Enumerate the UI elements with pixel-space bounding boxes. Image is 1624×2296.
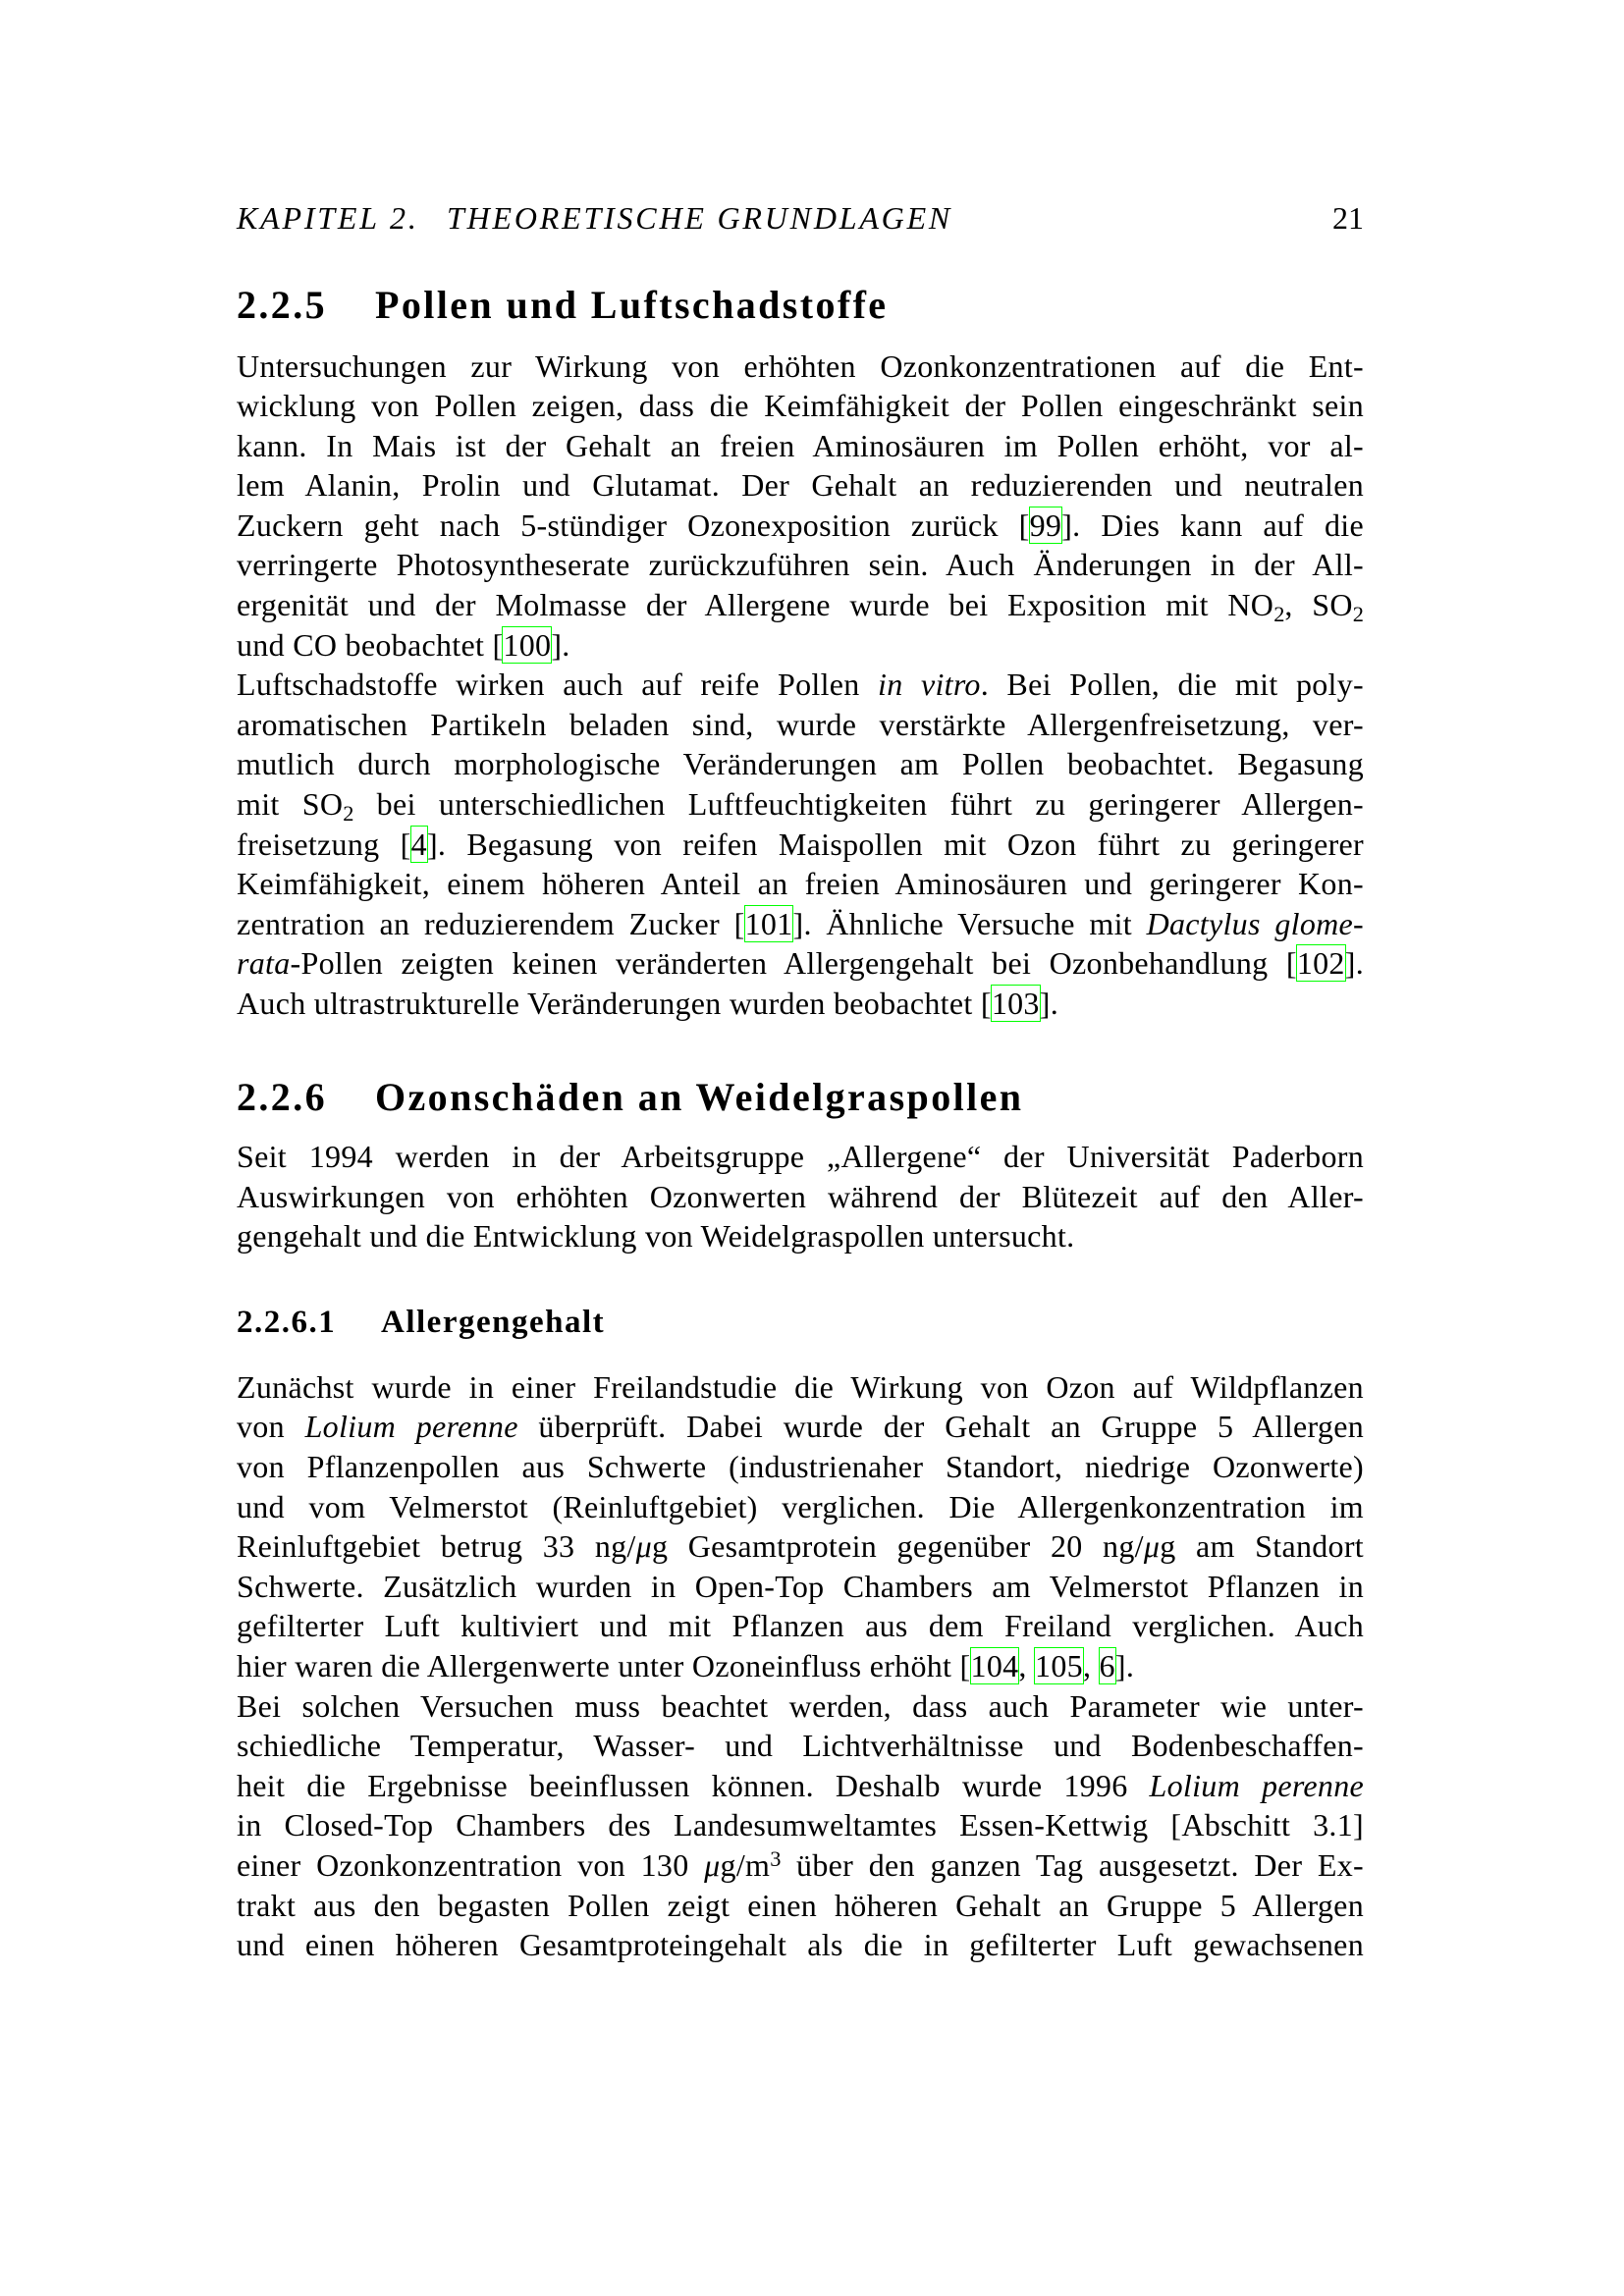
text-run: ]. — [1344, 945, 1364, 982]
text-run: trakt aus den begasten Pollen zeigt einen höheren Gehalt an Gruppe 5 Allergen — [237, 1887, 1364, 1923]
text-run: Auch ultrastrukturelle Veränderungen wurden beobachtet [ — [237, 986, 992, 1022]
text-run: einer Ozonkonzentration von 130 — [237, 1847, 705, 1884]
text-line — [237, 665, 1364, 705]
text-line — [237, 1606, 1364, 1646]
text-line — [237, 625, 1364, 666]
text-run: kann. In Mais ist der Gehalt an freien Aminosäuren im Pollen erhöht, vor al- — [237, 427, 1364, 463]
text-line — [237, 1487, 1364, 1527]
text-run: von Pflanzenpollen aus Schwerte (industrienaher Standort, niedrige Ozonwerte) — [237, 1449, 1364, 1485]
italic-term: Lolium perenne — [304, 1409, 518, 1445]
citation-link[interactable]: 99 — [1029, 507, 1062, 543]
text-run: aromatischen Partikeln beladen sind, wurde verstärkte Allergenfreisetzung, ver- — [237, 706, 1364, 742]
text-run: gefilterter Luft kultiviert und mit Pflanzen aus dem Freiland verglichen. Auch — [237, 1608, 1364, 1644]
text-run: Reinluftgebiet betrug 33 ng/ — [237, 1528, 636, 1565]
italic-term: Lolium perenne — [1149, 1767, 1364, 1803]
section-number: 2.2.5 — [237, 282, 327, 327]
text-line — [237, 386, 1364, 426]
text-line — [237, 744, 1364, 784]
citation-link[interactable]: 101 — [744, 905, 793, 941]
chapter-title: THEORETISCHE GRUNDLAGEN — [447, 200, 953, 236]
text-run: und einen höheren Gesamtproteingehalt als die in gefilterter Luft gewachsenen — [237, 1927, 1364, 1963]
subscript: 2 — [1273, 602, 1285, 627]
text-line — [237, 426, 1364, 466]
subscript: 2 — [1352, 602, 1364, 627]
subsection-number: 2.2.6.1 — [237, 1304, 337, 1340]
text-run: g/m — [720, 1847, 771, 1884]
text-line — [237, 1526, 1364, 1567]
text-run: hier waren die Allergenwerte unter Ozoneinfluss erhöht [ — [237, 1648, 971, 1684]
text-run: Zunächst wurde in einer Freilandstudie die Wirkung von Ozon auf Wildpflanzen — [237, 1368, 1364, 1405]
text-run: g Gesamtprotein gegenüber 20 ng/ — [652, 1528, 1144, 1565]
text-run: , — [1082, 1648, 1100, 1684]
text-line — [237, 904, 1364, 944]
chapter-label: KAPITEL 2. — [237, 200, 419, 236]
text-run: und CO beobachtet [ — [237, 626, 504, 663]
text-run: Untersuchungen zur Wirkung von erhöhten Ozonkonzentrationen auf die Ent- — [237, 347, 1364, 384]
italic-term: in vitro — [878, 667, 981, 703]
text-run: , SO — [1284, 587, 1353, 623]
section-title: Ozonschäden an Weidelgraspollen — [375, 1075, 1024, 1120]
text-run: gengehalt und die Entwicklung von Weidelgraspollen untersucht. — [237, 1218, 1075, 1255]
text-run: freisetzung [ — [237, 826, 411, 862]
text-run: Seit 1994 werden in der Arbeitsgruppe „Allergene“ der Universität Paderborn — [237, 1139, 1364, 1175]
text-line — [237, 1177, 1364, 1217]
paragraph — [237, 665, 1364, 1023]
text-run: mit SO — [237, 786, 344, 823]
text-line — [237, 1805, 1364, 1845]
text-line — [237, 825, 1364, 865]
text-line — [237, 1686, 1364, 1727]
text-run: mutlich durch morphologische Veränderungen am Pollen beobachtet. Begasung — [237, 746, 1364, 782]
text-line — [237, 943, 1364, 984]
subscript: 2 — [343, 801, 354, 827]
text-line — [237, 1886, 1364, 1926]
text-line — [237, 545, 1364, 585]
running-header — [237, 198, 1364, 239]
paragraph — [237, 1686, 1364, 1965]
citation-link[interactable]: 102 — [1296, 945, 1345, 982]
text-run: ]. Dies kann auf die — [1061, 507, 1365, 543]
text-run: lem Alanin, Prolin und Glutamat. Der Gehalt an reduzierenden und neutralen — [237, 467, 1364, 504]
text-run: . Bei Pollen, die mit poly- — [980, 667, 1364, 703]
text-line — [237, 1407, 1364, 1447]
text-line — [237, 1367, 1364, 1408]
text-run: überprüft. Dabei wurde der Gehalt an Gruppe 5 Allergen — [517, 1409, 1364, 1445]
text-run: verringerte Photosyntheserate zurückzuführen sein. Auch Änderungen in der All- — [237, 547, 1364, 583]
text-run: ergenität und der Molmasse der Allergene wurde bei Exposition mit NO — [237, 587, 1274, 623]
text-run: bei unterschiedlichen Luftfeuchtigkeiten führt zu geringerer Allergen- — [353, 786, 1364, 823]
text-line — [237, 1447, 1364, 1487]
section-title: Pollen und Luftschadstoffe — [375, 282, 889, 327]
text-line — [237, 1137, 1364, 1177]
text-run: Auswirkungen von erhöhten Ozonwerten während der Blütezeit auf den Aller- — [237, 1178, 1364, 1214]
page-number: 21 — [1332, 200, 1364, 236]
text-line — [237, 984, 1364, 1024]
section-heading — [237, 282, 1364, 329]
citation-link[interactable]: 4 — [410, 826, 427, 862]
italic-term: rata — [237, 945, 291, 982]
citation-link[interactable]: 104 — [970, 1648, 1019, 1684]
text-run: g am Standort — [1160, 1528, 1364, 1565]
text-line — [237, 1766, 1364, 1806]
citation-link[interactable]: 6 — [1099, 1648, 1115, 1684]
superscript: 3 — [770, 1845, 782, 1871]
citation-link[interactable]: 105 — [1035, 1648, 1083, 1684]
text-line — [237, 864, 1364, 904]
text-run: Zuckern geht nach 5-stündiger Ozonexposition zurück [ — [237, 507, 1030, 543]
text-run: wicklung von Pollen zeigen, dass die Keimfähigkeit der Pollen eingeschränkt sein — [237, 388, 1364, 424]
text-run: und vom Velmerstot (Reinluftgebiet) verglichen. Die Allergenkonzentration im — [237, 1488, 1364, 1524]
italic-term: μ — [1143, 1528, 1161, 1565]
paragraph — [237, 347, 1364, 666]
text-line — [237, 1726, 1364, 1766]
text-run: ]. Begasung von reifen Maispollen mit Ozon führt zu geringerer — [426, 826, 1364, 862]
text-run: ]. — [551, 626, 570, 663]
text-run: ]. — [1114, 1648, 1135, 1684]
text-line — [237, 1925, 1364, 1965]
italic-term: μ — [704, 1847, 721, 1884]
text-line — [237, 1216, 1364, 1256]
text-line — [237, 347, 1364, 387]
text-line — [237, 1567, 1364, 1607]
italic-term: Dactylus glome- — [1146, 905, 1365, 941]
subsection-title: Allergengehalt — [381, 1304, 606, 1340]
text-run: Luftschadstoffe wirken auch auf reife Pollen — [237, 667, 879, 703]
citation-link[interactable]: 100 — [503, 626, 552, 663]
text-run: von — [237, 1409, 305, 1445]
section-number: 2.2.6 — [237, 1075, 327, 1120]
text-line — [237, 585, 1364, 625]
text-run: heit die Ergebnisse beeinflussen können. Deshalb wurde 1996 — [237, 1767, 1150, 1803]
text-run: -Pollen zeigten keinen veränderten Allergengehalt bei Ozonbehandlung [ — [290, 945, 1297, 982]
text-line — [237, 465, 1364, 506]
text-run: ]. Ähnliche Versuche mit — [792, 905, 1147, 941]
text-run: zentration an reduzierendem Zucker [ — [237, 905, 745, 941]
text-line — [237, 506, 1364, 546]
text-run: Keimfähigkeit, einem höheren Anteil an freien Aminosäuren und geringerer Kon- — [237, 866, 1364, 902]
citation-link[interactable]: 103 — [991, 986, 1040, 1022]
text-run: ]. — [1039, 986, 1058, 1022]
text-line — [237, 1845, 1364, 1886]
text-run: über den ganzen Tag ausgesetzt. Der Ex- — [781, 1847, 1365, 1884]
text-run: Schwerte. Zusätzlich wurden in Open-Top Chambers am Velmerstot Pflanzen in — [237, 1568, 1364, 1604]
italic-term: μ — [635, 1528, 652, 1565]
paragraph — [237, 1367, 1364, 1686]
paragraph — [237, 1137, 1364, 1256]
subsection-heading — [237, 1303, 1364, 1342]
text-run: Bei solchen Versuchen muss beachtet werden, dass auch Parameter wie unter- — [237, 1687, 1364, 1724]
text-run: , — [1018, 1648, 1036, 1684]
section-heading — [237, 1074, 1364, 1121]
text-line — [237, 784, 1364, 825]
text-line — [237, 1646, 1364, 1686]
text-run: in Closed-Top Chambers des Landesumweltamtes Essen-Kettwig [Abschitt 3.1] — [237, 1807, 1364, 1843]
text-run: schiedliche Temperatur, Wasser- und Lichtverhältnisse und Bodenbeschaffen- — [237, 1728, 1364, 1764]
text-line — [237, 705, 1364, 745]
